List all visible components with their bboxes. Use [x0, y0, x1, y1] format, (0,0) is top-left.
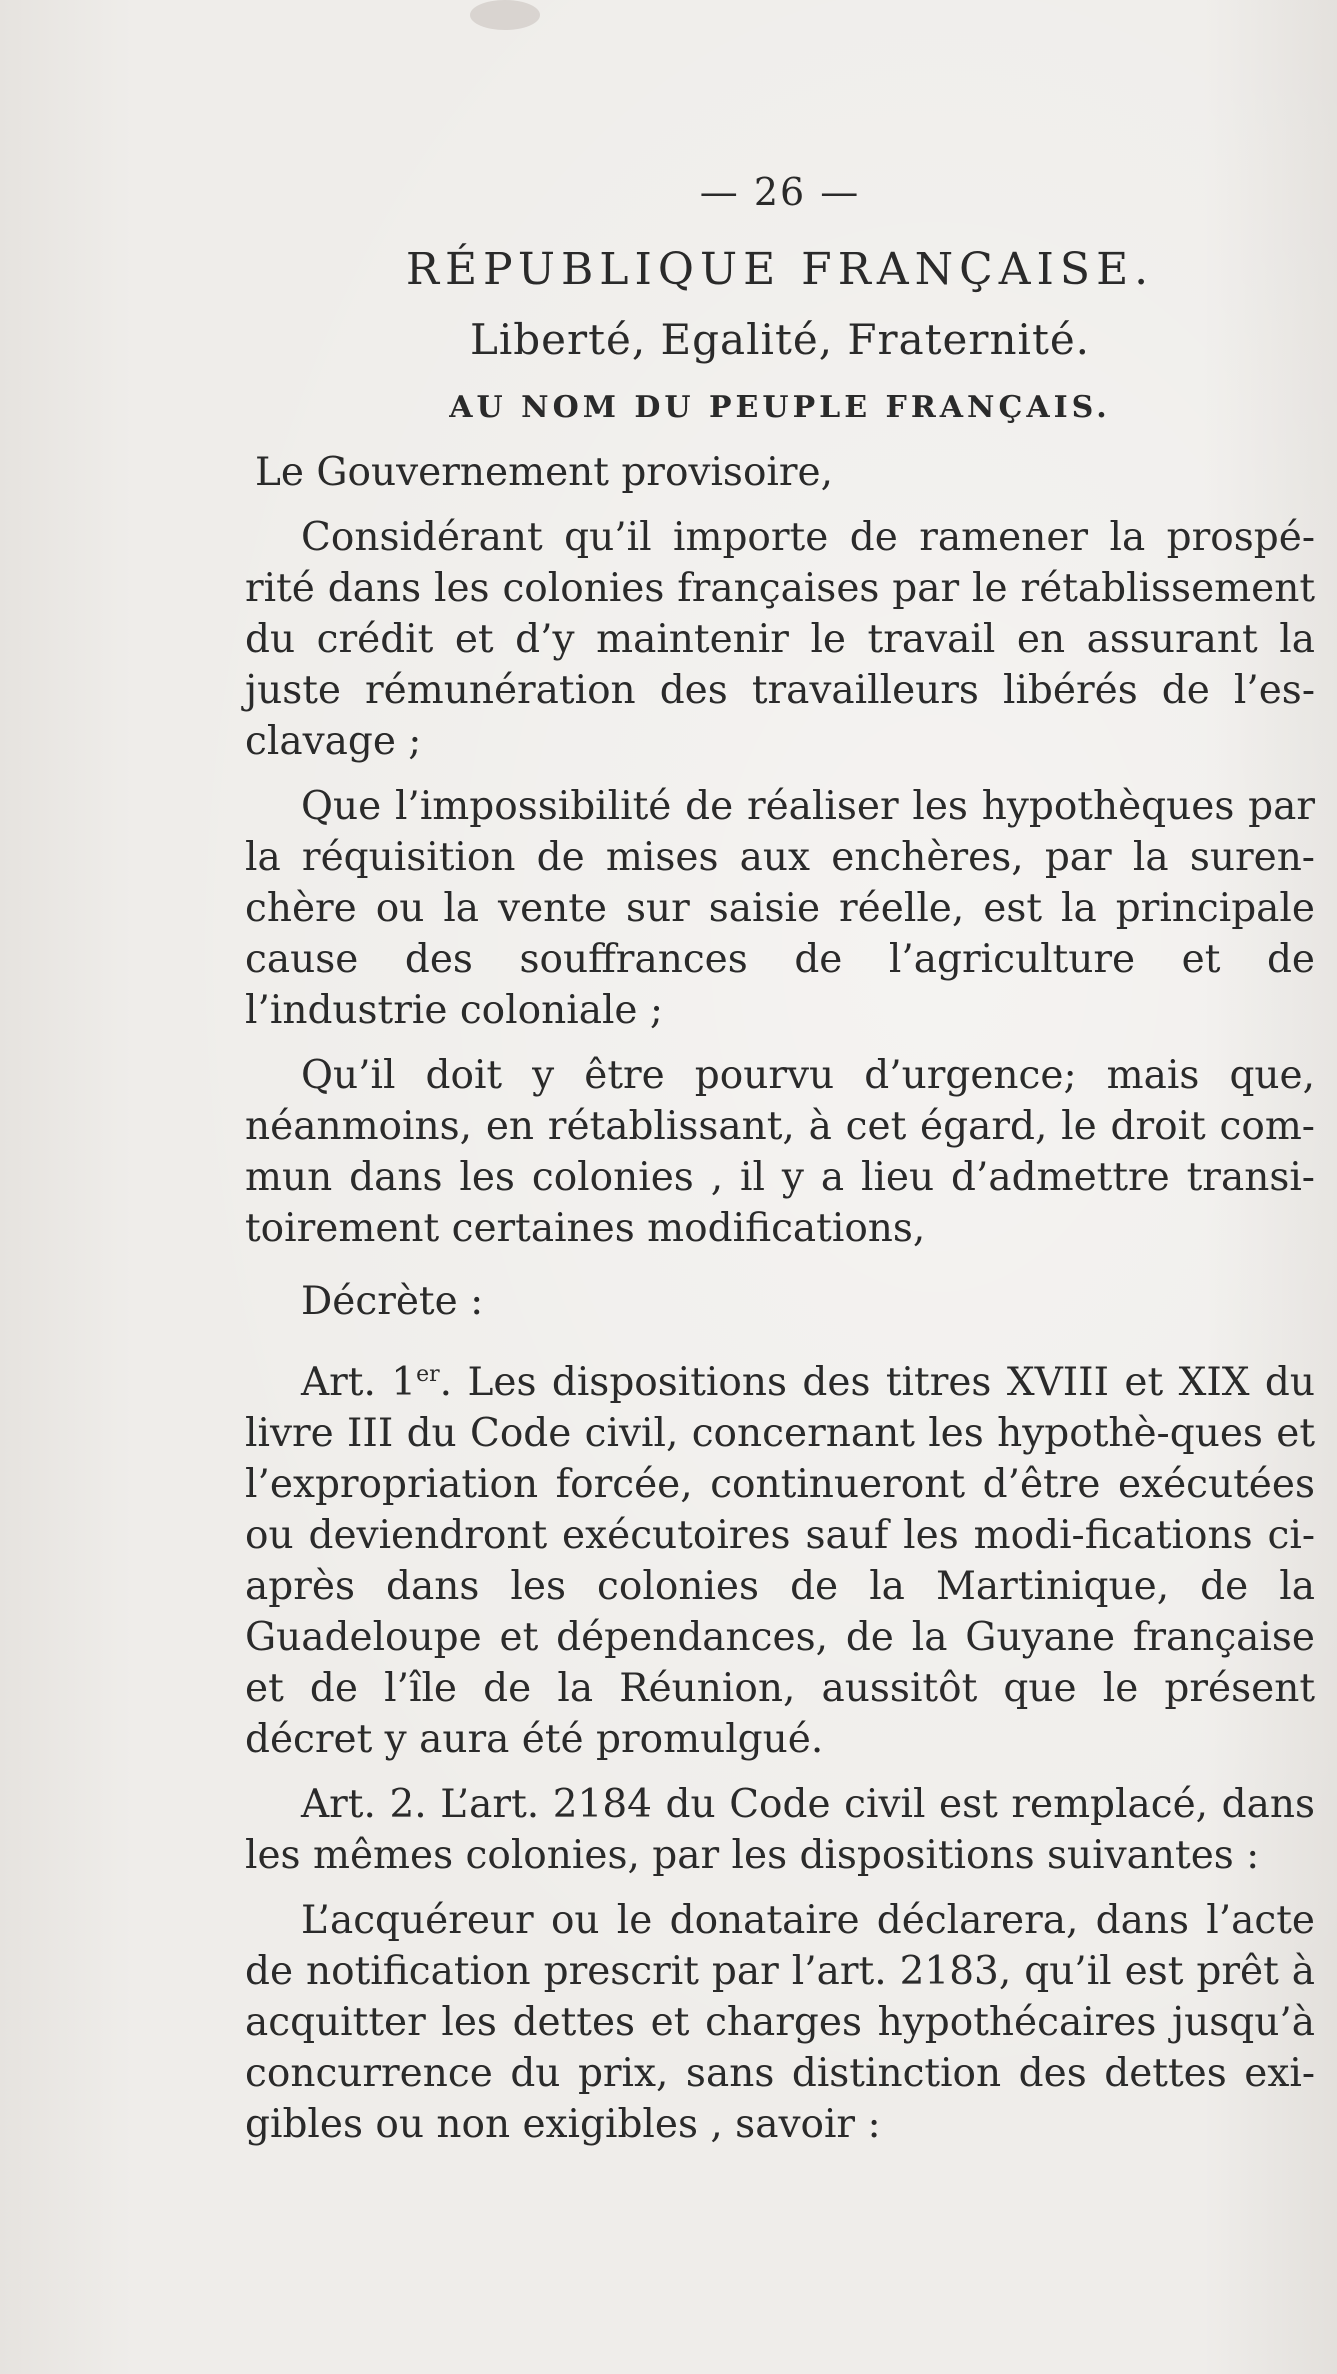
- article-1: [245, 1349, 1315, 1765]
- paragraph-considerant: Considérant qu’il importe de ramener la prospé-rité dans les colonies françaises par le rétablissement du crédit et d’y maintenir le travail en assurant la juste rémunération des travailleurs libérés de l’es-clavage ;: [245, 515, 1315, 764]
- paragraph-acquereur: L’acquéreur ou le donataire déclarera, dans l’acte de notification prescrit par l’art. 2183, qu’il est prêt à acquitter les dettes et charges hypothécaires jusqu’à concurrence du prix, sans distinction des dettes exi-gibles ou non exigibles , savoir :: [245, 1898, 1315, 2147]
- paragraph-urgence: Qu’il doit y être pourvu d’urgence; mais que, néanmoins, en rétablissant, à cet égard, le droit com-mun dans les colonies , il y a lieu d’admettre transi-toirement certaines modifications,: [245, 1053, 1315, 1251]
- paragraph-impossibilite: Que l’impossibilité de réaliser les hypothèques par la réquisition de mises aux enchères, par la suren-chère ou la vente sur saisie réelle, est la principale cause des souffrances de l’agriculture et de l’industrie coloniale ;: [245, 784, 1315, 1033]
- paper-stain: [470, 0, 540, 30]
- article-1-label: Art. 1: [301, 1360, 417, 1405]
- page-title: RÉPUBLIQUE FRANÇAISE.: [405, 244, 1155, 295]
- text-block: [245, 170, 1315, 2164]
- page-number: — 26 —: [699, 170, 861, 214]
- decree-heading: AU NOM DU PEUPLE FRANÇAIS.: [449, 390, 1111, 425]
- motto: Liberté, Egalité, Fraternité.: [469, 315, 1091, 364]
- article-1-superscript: er: [416, 1362, 440, 1387]
- article-2: Art. 2. L’art. 2184 du Code civil est remplacé, dans les mêmes colonies, par les dispositions suivantes :: [245, 1782, 1315, 1878]
- decrete-heading: Décrète :: [301, 1279, 484, 1324]
- preamble: Le Gouvernement provisoire,: [255, 450, 834, 495]
- article-1-text: . Les dispositions des titres XVIII et XIX du livre III du Code civil, concernant les hypothè-ques et l’expropriation forcée, continueront d’être exécutées ou deviendront exécutoires sauf les modi-fications ci-après dans les colonies de la Martinique, de la Guadeloupe et dépendances, de la Guyane française et de l’île de la Réunion, aussitôt que le présent décret y aura été promulgué.: [245, 1360, 1315, 1762]
